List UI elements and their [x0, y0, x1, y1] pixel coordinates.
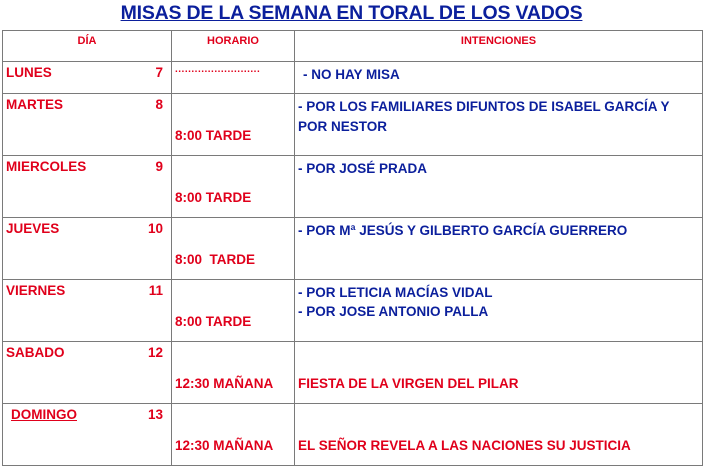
table-row	[3, 156, 703, 218]
day-number: 8	[155, 97, 163, 112]
mass-time: 8:00 TARDE	[175, 190, 252, 205]
header-intentions: INTENCIONES	[295, 31, 703, 62]
day-number: 12	[147, 345, 163, 360]
feast-title: FIESTA DE LA VIRGEN DEL PILAR	[298, 376, 519, 391]
page-title: MISAS DE LA SEMANA EN TORAL DE LOS VADOS	[120, 2, 583, 24]
header-day: DÍA	[3, 31, 172, 62]
time-placeholder: ..........................	[175, 64, 261, 75]
table-row	[3, 94, 703, 156]
intention: - POR LETICIA MACÍAS VIDAL	[298, 285, 493, 300]
table-row	[3, 62, 703, 94]
table-row	[3, 218, 703, 280]
day-name: JUEVES	[6, 221, 60, 236]
mass-time: 8:00 TARDE	[175, 128, 252, 143]
day-number: 13	[147, 407, 163, 422]
mass-time: 12:30 MAÑANA	[175, 438, 274, 453]
day-name: DOMINGO	[11, 407, 77, 422]
table-row	[3, 342, 703, 404]
feast-title: EL SEÑOR REVELA A LAS NACIONES SU JUSTICIA	[298, 438, 631, 453]
intention: - POR Mª JESÚS Y GILBERTO GARCÍA GUERRERO	[298, 223, 628, 238]
intention: - POR LOS FAMILIARES DIFUNTOS DE ISABEL GARCÍA Y POR NESTOR	[298, 99, 670, 134]
mass-time: 8:00 TARDE	[175, 252, 256, 267]
day-name: LUNES	[6, 65, 52, 80]
header-time: HORARIO	[172, 31, 295, 62]
day-name: VIERNES	[6, 283, 66, 298]
day-name: MIERCOLES	[6, 159, 87, 174]
mass-schedule-table	[2, 30, 703, 466]
intention-second: - POR JOSE ANTONIO PALLA	[298, 304, 489, 319]
intention: - NO HAY MISA	[303, 67, 400, 82]
day-number: 9	[155, 159, 163, 174]
header-row	[3, 31, 703, 62]
day-name: SABADO	[6, 345, 65, 360]
table-row	[3, 404, 703, 466]
table-row	[3, 280, 703, 342]
day-number: 7	[155, 65, 163, 80]
mass-time: 8:00 TARDE	[175, 314, 252, 329]
intention: - POR JOSÉ PRADA	[298, 161, 428, 176]
day-number: 11	[148, 283, 163, 298]
mass-time: 12:30 MAÑANA	[175, 376, 274, 391]
day-number: 10	[147, 221, 163, 236]
day-name: MARTES	[6, 97, 63, 112]
